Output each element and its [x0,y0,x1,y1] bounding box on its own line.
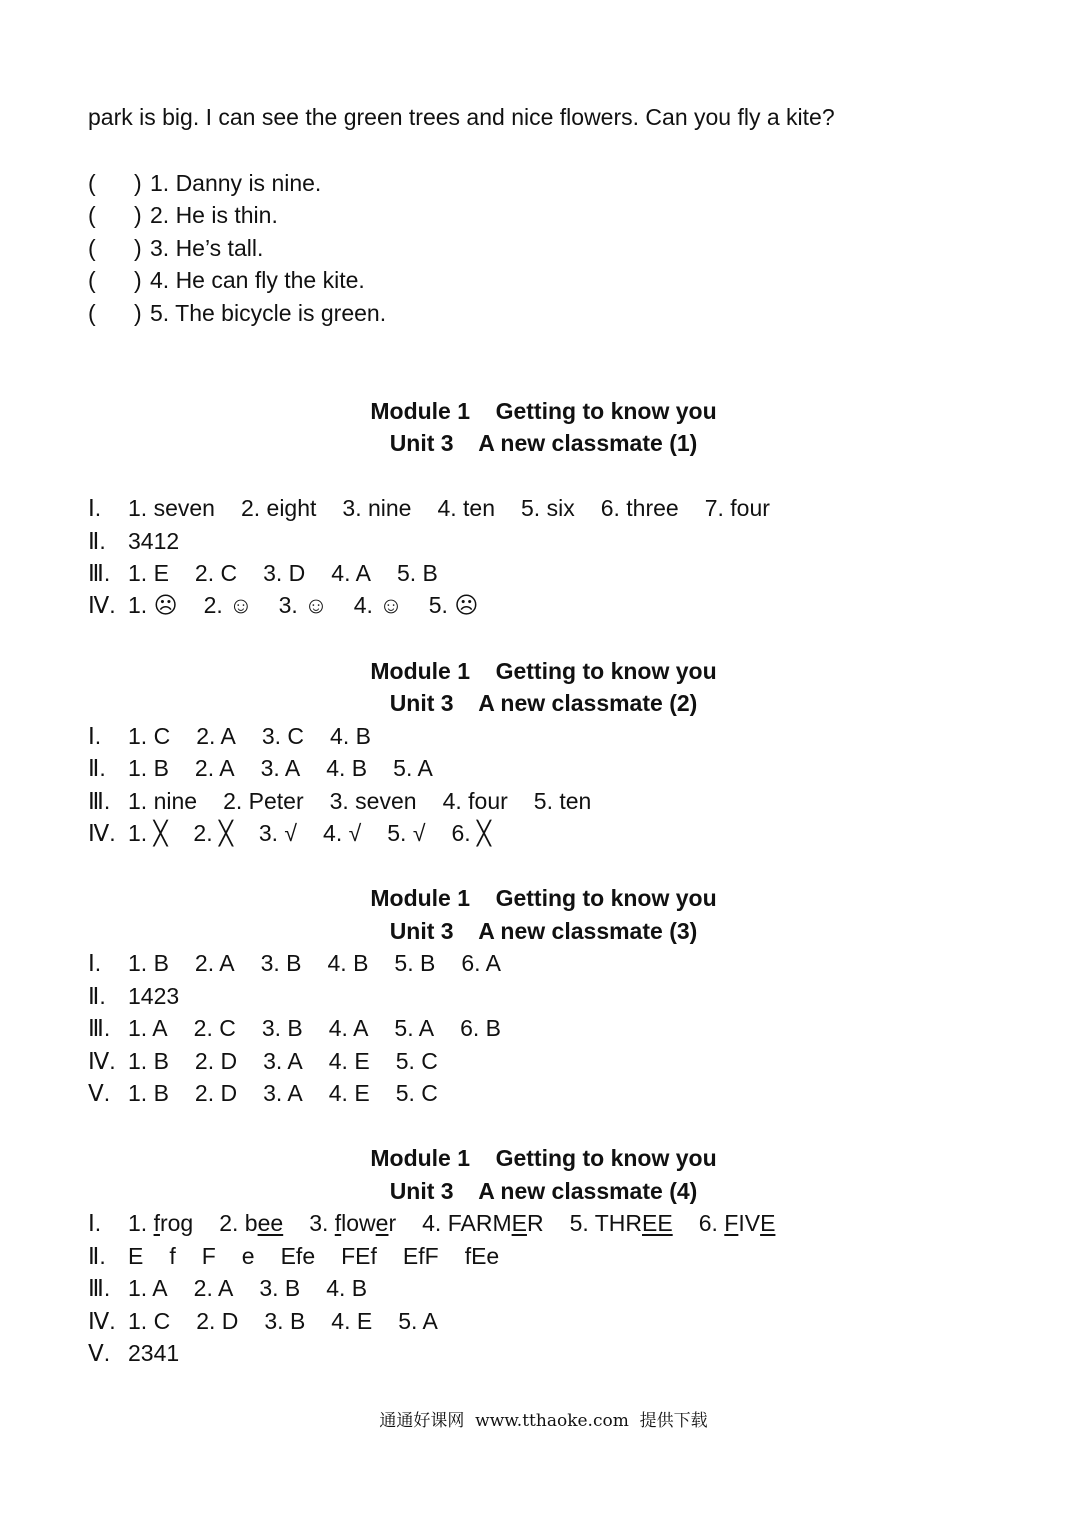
answer-item: 2. eight [240,495,317,521]
question-5 [88,298,386,328]
module-heading: Module 1 Getting to know you [370,885,717,911]
module-heading: Module 1 Getting to know you [370,658,717,684]
answer-item: f [169,1243,176,1269]
answer-row [88,1273,393,1303]
roman-numeral: Ⅲ. [88,1015,111,1041]
answer-item: 7. four [704,495,770,521]
answer-item: 4. E [331,1308,373,1334]
mark-answer-item: 4. √ [323,820,362,846]
answer-item: 2. C [194,560,238,586]
roman-numeral: Ⅳ. [88,1308,116,1334]
answer-blank: ( ) [88,267,142,293]
answer-item: 3. C [261,723,305,749]
answer-item: 1. C [128,1308,171,1334]
answer-item: 3. A [260,755,301,781]
answer-item: 3412 [128,528,180,554]
answer-item: 5. A [398,1308,438,1334]
answer-item: 3. B [259,1275,301,1301]
answer-item: 3. D [263,560,306,586]
answer-item: 2341 [128,1340,180,1366]
underlined-word-item: 2. bee [219,1210,284,1236]
roman-numeral: Ⅴ. [88,1080,111,1106]
mark-answer-item: 1. ╳ [128,820,168,846]
answer-item: 4. A [331,560,371,586]
answer-item: 1. A [128,1015,168,1041]
unit-heading: Unit 3 A new classmate (4) [389,1178,698,1204]
mark-answer-item: 2. ╳ [193,820,233,846]
roman-numeral: Ⅲ. [88,1275,111,1301]
answer-item: 5. A [393,755,433,781]
roman-numeral: Ⅱ. [88,755,106,781]
face-answer-item: 2. ☺ [203,592,253,618]
question-text: 3. He’s tall. [150,235,264,261]
answer-item: 3. B [260,950,302,976]
answer-item: 2. C [193,1015,236,1041]
roman-numeral: Ⅰ. [88,950,102,976]
answer-item: 4. B [330,723,371,749]
roman-numeral: Ⅰ. [88,723,102,749]
answer-item: 4. B [326,755,368,781]
answer-item: 1. B [128,1080,169,1106]
answer-item: 3. B [264,1308,306,1334]
answer-blank: ( ) [88,300,142,326]
answer-row [88,590,504,620]
face-answer-item: 3. ☺ [278,592,328,618]
answer-row [88,981,205,1011]
roman-numeral: Ⅱ. [88,528,106,554]
roman-numeral: Ⅳ. [88,820,116,846]
answer-item: 6. three [600,495,679,521]
mark-answer-item: 3. √ [258,820,298,846]
answer-blank: ( ) [88,235,142,261]
answer-item: 2. Peter [223,788,304,814]
answer-item: 3. B [261,1015,303,1041]
answer-item: F [201,1243,216,1269]
answer-item: fEe [464,1243,500,1269]
answer-item: 1423 [128,983,180,1009]
answer-item: Efe [280,1243,316,1269]
answer-row [88,1241,525,1271]
answer-item: 5. six [521,495,575,521]
answer-row [88,1338,205,1368]
roman-numeral: Ⅴ. [88,1340,111,1366]
answer-row [88,1306,464,1336]
answer-item: 3. A [263,1080,303,1106]
underlined-word-item: 4. FARMER [422,1210,544,1236]
underlined-word-item: 3. flower [309,1210,397,1236]
answer-item: EfF [402,1243,439,1269]
answer-item: 3. nine [342,495,412,521]
roman-numeral: Ⅲ. [88,560,111,586]
answer-row [88,721,397,751]
answer-item: 2. A [194,950,235,976]
answer-row [88,558,464,588]
answer-row [88,1208,801,1238]
answer-row [88,753,459,783]
answer-item: 5. C [395,1048,438,1074]
answer-row [88,786,617,816]
answer-item: 4. four [442,788,508,814]
answer-item: 4. A [328,1015,369,1041]
answer-item: 1. A [128,1275,168,1301]
unit-heading: Unit 3 A new classmate (3) [389,918,698,944]
answer-item: 1. nine [128,788,198,814]
unit-heading: Unit 3 A new classmate (1) [389,430,698,456]
face-answer-item: 1. ☹ [128,592,178,618]
answer-item: 6. B [460,1015,501,1041]
answer-item: 3. A [263,1048,303,1074]
answer-item: 3. seven [329,788,417,814]
question-1 [88,168,321,198]
question-text: 5. The bicycle is green. [150,300,387,326]
roman-numeral: Ⅱ. [88,983,106,1009]
answer-row [88,493,796,523]
roman-numeral: Ⅳ. [88,1048,116,1074]
question-2 [88,200,278,230]
answer-item: 5. B [394,950,436,976]
unit-heading: Unit 3 A new classmate (2) [389,690,698,716]
passage-tail: park is big. I can see the green trees and nice flowers. Can you fly a kite? [88,104,835,130]
answer-item: 5. C [395,1080,438,1106]
answer-row [88,948,527,978]
roman-numeral: Ⅱ. [88,1243,106,1269]
answer-item: 1. E [128,560,169,586]
answer-row [88,1078,464,1108]
answer-item: E [128,1243,144,1269]
underlined-word-item: 6. FIVE [698,1210,776,1236]
answer-item: 4. ten [437,495,496,521]
page-footer: 通通好课网 www.tthaoke.com 提供下载 [379,1411,708,1431]
answer-blank: ( ) [88,202,142,228]
answer-item: 5. ten [533,788,592,814]
answer-item: 5. A [394,1015,435,1041]
answer-item: 4. E [328,1048,370,1074]
question-text: 1. Danny is nine. [150,170,322,196]
face-answer-item: 5. ☹ [428,592,479,618]
answer-item: 5. B [396,560,438,586]
answer-item: 1. B [128,950,169,976]
answer-item: 4. E [328,1080,370,1106]
module-heading: Module 1 Getting to know you [370,1145,717,1171]
answer-item: 2. D [194,1048,238,1074]
answer-item: 2. D [194,1080,238,1106]
answer-item: 6. A [461,950,501,976]
answer-item: 4. B [326,1275,368,1301]
underlined-word-item: 1. frog [128,1210,194,1236]
answer-item: 2. D [196,1308,239,1334]
answer-item: 2. A [193,1275,234,1301]
underlined-word-item: 5. THREE [569,1210,673,1236]
mark-answer-item: 5. √ [387,820,426,846]
answer-item: FEf [341,1243,377,1269]
answer-item: 1. seven [128,495,215,521]
question-text: 2. He is thin. [150,202,278,228]
answer-row [88,1013,527,1043]
question-text: 4. He can fly the kite. [150,267,365,293]
question-4 [88,265,365,295]
roman-numeral: Ⅰ. [88,495,102,521]
answer-item: 1. C [128,723,171,749]
answer-item: 1. B [128,1048,169,1074]
answer-item: 2. A [196,723,236,749]
module-heading: Module 1 Getting to know you [370,398,717,424]
roman-numeral: Ⅰ. [88,1210,102,1236]
answer-blank: ( ) [88,170,142,196]
face-answer-item: 4. ☺ [353,592,403,618]
answer-row [88,818,517,848]
question-3 [88,233,263,263]
answer-item: 1. B [128,755,169,781]
answer-item: 4. B [327,950,369,976]
mark-answer-item: 6. ╳ [451,820,491,846]
roman-numeral: Ⅲ. [88,788,111,814]
roman-numeral: Ⅳ. [88,592,116,618]
answer-row [88,526,205,556]
answer-item: e [241,1243,255,1269]
answer-row [88,1046,464,1076]
answer-item: 2. A [194,755,235,781]
